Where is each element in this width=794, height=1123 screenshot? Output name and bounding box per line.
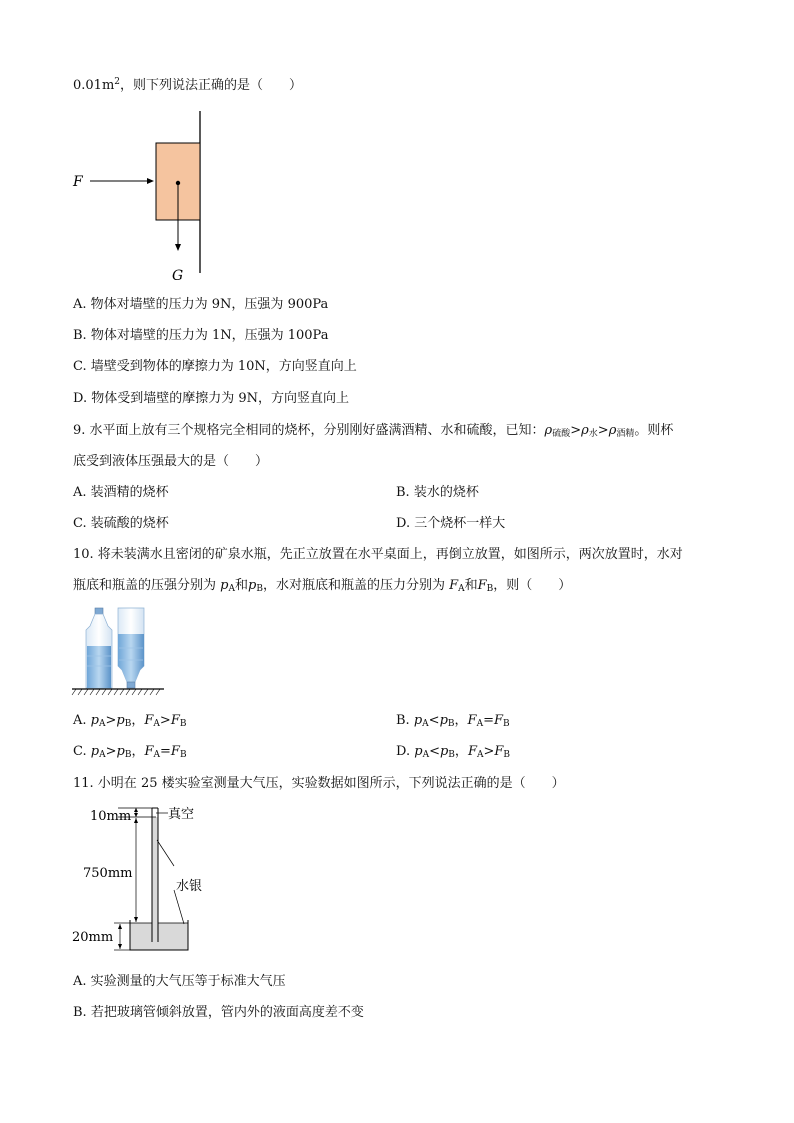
q8-option-d: D. 物体受到墙壁的摩擦力为 9N，方向竖直向上 <box>73 391 350 406</box>
q8-area-exponent: 2 <box>114 77 121 87</box>
label-20mm: 20mm <box>72 930 114 945</box>
q11-barometer-figure <box>68 800 228 960</box>
dim-20mm <box>118 924 122 949</box>
dim-10mm <box>134 808 138 817</box>
q9-option-d: D. 三个烧杯一样大 <box>396 516 506 531</box>
q11-option-b: B. 若把玻璃管倾斜放置，管内外的液面高度差不变 <box>73 1005 364 1020</box>
q10-option-c: C. $p_A>p_B$，$F_A=F_B$ <box>73 744 187 760</box>
label-vacuum: 真空 <box>168 807 195 822</box>
label-mercury: 水银 <box>176 879 203 894</box>
mercury-leader-dish <box>174 890 184 924</box>
q8-force-diagram <box>68 108 218 288</box>
mercury-in-dish <box>131 923 188 950</box>
q10-option-b: B. $p_A<p_B$，$F_A=F_B$ <box>396 713 510 729</box>
q10-bottles-figure <box>68 604 168 700</box>
q10-stem-line1: 10. 将未装满水且密闭的矿泉水瓶，先正立放置在水平桌面上，再倒立放置，如图所示，两次放置时，水对 <box>73 547 683 562</box>
q8-option-a: A. 物体对墙壁的压力为 9N，压强为 900Pa <box>73 297 329 312</box>
label-g: G <box>172 268 184 284</box>
label-10mm: 10mm <box>90 809 132 824</box>
q9-stem-line1: 9. 水平面上放有三个规格完全相同的烧杯，分别刚好盛满酒精、水和硫酸，已知：$\rho_{硫酸}>\rho_水>\rho_{酒精}$。则杯 <box>73 423 674 439</box>
q9-option-b: B. 装水的烧杯 <box>396 485 479 500</box>
q8-intro-text: ，则下列说法正确的是（ ） <box>120 78 303 93</box>
q8-area-value: 0.01m <box>73 78 115 93</box>
q9-stem-line2: 底受到液体压强最大的是（ ） <box>73 454 269 469</box>
q8-option-c: C. 墙壁受到物体的摩擦力为 10N，方向竖直向上 <box>73 359 357 374</box>
label-f: F <box>73 174 83 190</box>
table-hatching <box>72 689 160 695</box>
q8-option-b: B. 物体对墙壁的压力为 1N，压强为 100Pa <box>73 328 329 343</box>
q10-option-a: A. $p_A>p_B$，$F_A>F_B$ <box>73 713 187 729</box>
dim-750mm <box>134 818 138 922</box>
bottle-inverted <box>118 608 144 688</box>
mercury-in-tube <box>152 817 158 941</box>
q9-option-a: A. 装酒精的烧杯 <box>73 485 169 500</box>
bottle-upright <box>86 608 112 688</box>
q11-option-a: A. 实验测量的大气压等于标准大气压 <box>73 974 286 989</box>
q11-stem: 11. 小明在 25 楼实验室测量大气压，实验数据如图所示，下列说法正确的是（ ） <box>73 776 565 791</box>
gravity-g-arrowhead <box>175 244 181 251</box>
q10-stem-line2: 瓶底和瓶盖的压强分别为 $p_A$和$p_B$，水对瓶底和瓶盖的压力分别为 $F_A$和$F_B$，则（ ） <box>73 578 572 594</box>
q8-intro <box>73 73 302 95</box>
label-750mm: 750mm <box>83 866 133 881</box>
mercury-leader-tube <box>157 840 174 866</box>
q10-option-d: D. $p_A<p_B$，$F_A>F_B$ <box>396 744 511 760</box>
q9-option-c: C. 装硫酸的烧杯 <box>73 516 169 531</box>
force-f-arrowhead <box>147 178 154 184</box>
